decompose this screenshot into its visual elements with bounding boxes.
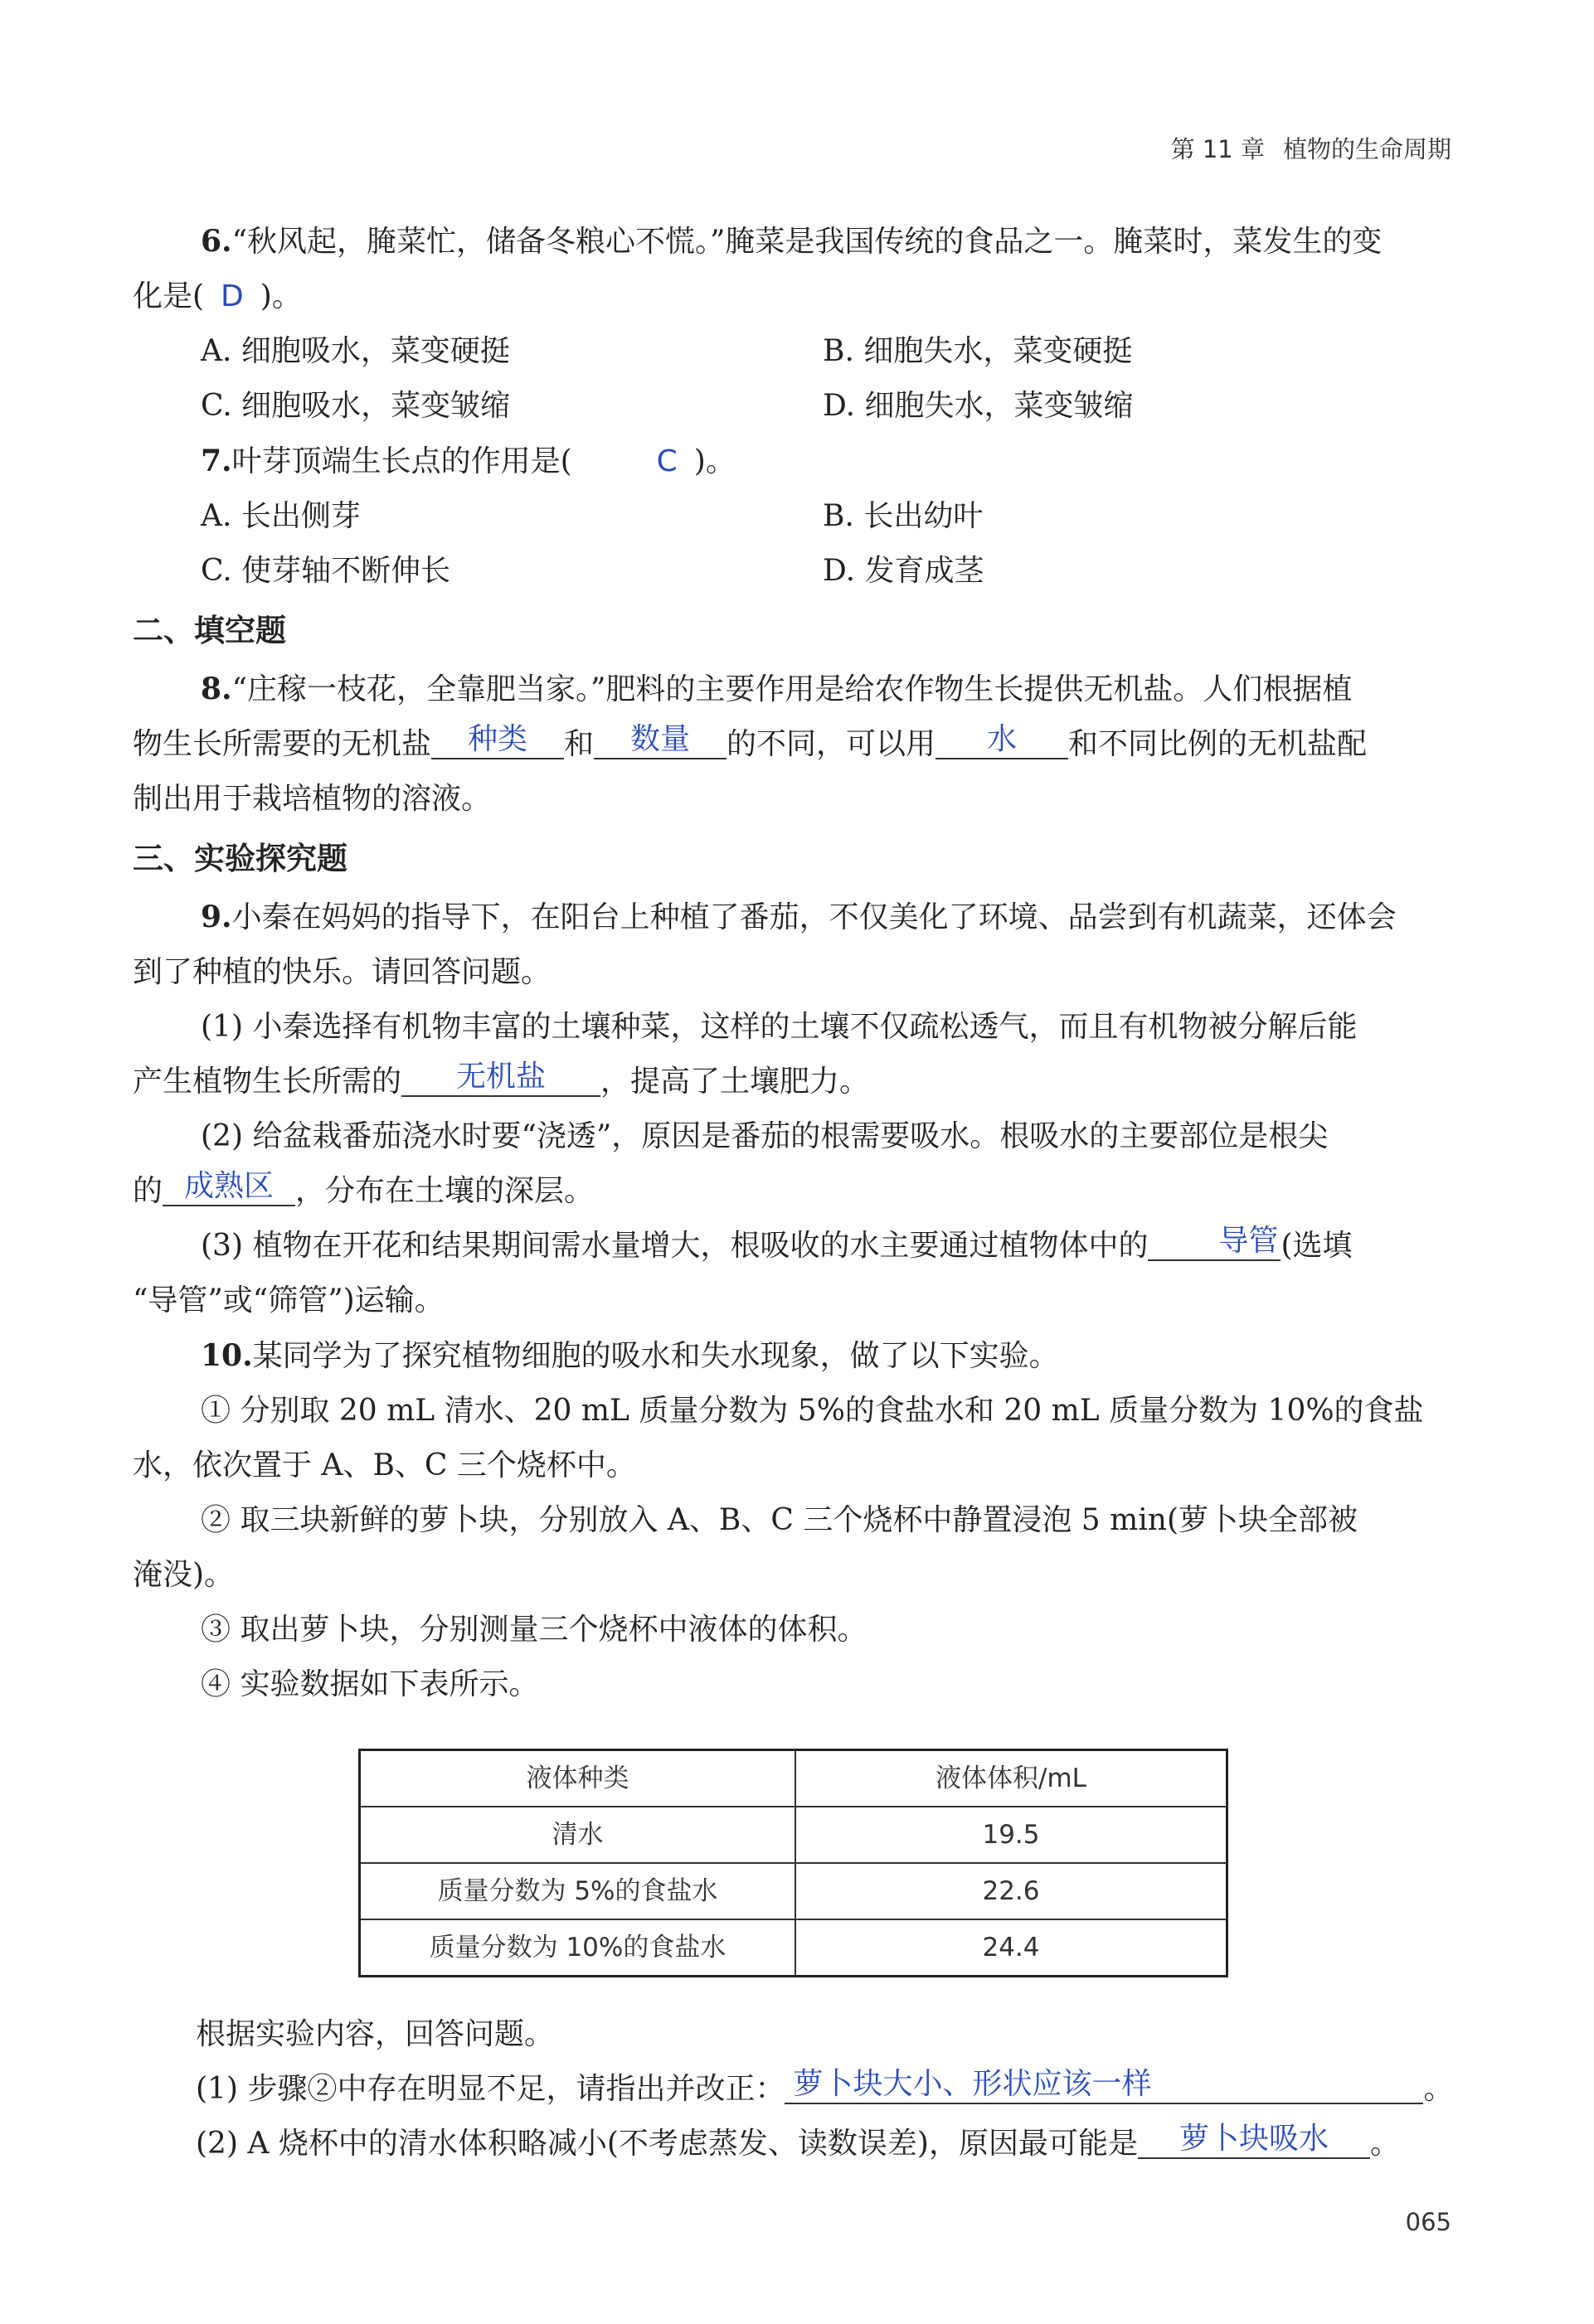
option-d: D. 细胞失水，菜变皱缩 [823, 389, 1134, 423]
question-text: 叶芽顶端生长点的作用是( [231, 444, 572, 478]
question-text: 某同学为了探究植物细胞的吸水和失水现象，做了以下实验。 [252, 1339, 1059, 1373]
chapter-number: 第 11 章 [1170, 135, 1265, 163]
question-text: 的不同，可以用 [727, 727, 936, 761]
answer-blank: 水 [936, 721, 1068, 759]
table-cell: 22.6 [795, 1863, 1227, 1919]
step-1: ① 分别取 20 mL 清水、20 mL 质量分数为 5%的食盐水和 20 mL 质量分数为 10%的食盐 [201, 1394, 1424, 1428]
question-text: (选填 [1281, 1229, 1353, 1263]
question-6-options [133, 324, 1464, 434]
data-table [358, 1749, 1228, 1977]
question-text: (3) 植物在开花和结果期间需水量增大，根吸收的水主要通过植物体中的 [201, 1229, 1149, 1263]
answer-blank: 导管 [1148, 1223, 1281, 1261]
question-number: 7. [201, 444, 232, 478]
step-1-line2: 水，依次置于 A、B、C 三个烧杯中。 [133, 1448, 636, 1482]
question-9-part2-line2 [133, 1164, 1464, 1219]
table-cell: 清水 [360, 1807, 796, 1863]
answer-blank: 萝卜块大小、形状应该一样 [785, 2066, 1423, 2104]
question-text: ，分布在土壤的深层。 [295, 1174, 595, 1208]
option-d: D. 发育成茎 [823, 554, 984, 588]
page-number: 065 [1405, 2208, 1451, 2236]
question-8 [133, 662, 1464, 717]
table-cell: 质量分数为 10%的食盐水 [360, 1919, 796, 1977]
table-cell: 19.5 [795, 1807, 1227, 1863]
page-header [1153, 131, 1451, 165]
answer-handwritten: D [221, 279, 244, 313]
table-cell: 质量分数为 5%的食盐水 [360, 1863, 796, 1919]
question-text: 产生植物生长所需的 [133, 1065, 402, 1099]
answer-blank: 成熟区 [163, 1168, 295, 1206]
question-text: 小秦在妈妈的指导下，在阳台上种植了番茄，不仅美化了环境、品尝到有机蔬菜，还体会 [231, 900, 1397, 934]
question-text: )。 [260, 279, 302, 313]
question-number: 8. [201, 672, 232, 706]
question-9-part1: (1) 小秦选择有机物丰富的土壤种菜，这样的土壤不仅疏松透气，而且有机物被分解后能 [201, 1010, 1358, 1044]
question-text: 和 [564, 727, 595, 761]
answer-blank: 萝卜块吸水 [1138, 2121, 1370, 2159]
question-text: 。 [1423, 2072, 1454, 2106]
question-text: “秋风起，腌菜忙，储备冬粮心不慌。”腌菜是我国传统的食品之一。腌菜时，菜发生的变 [231, 225, 1383, 259]
question-text: 。 [1369, 2127, 1400, 2161]
chapter-title: 植物的生命周期 [1282, 135, 1451, 163]
question-10-sub1 [133, 2062, 1464, 2117]
table-header: 液体种类 [360, 1750, 796, 1807]
question-9-part3 [133, 1219, 1464, 1274]
question-text: ，提高了土壤肥力。 [600, 1065, 870, 1099]
question-text: (2) A 烧杯中的清水体积略减小(不考虑蒸发、读数误差)，原因最可能是 [196, 2127, 1138, 2161]
question-7-options [133, 489, 1464, 599]
step-4: ④ 实验数据如下表所示。 [201, 1667, 539, 1701]
question-9-line2: 到了种植的快乐。请回答问题。 [133, 955, 552, 989]
question-text: )。 [693, 444, 736, 478]
option-c: C. 使芽轴不断伸长 [201, 554, 451, 588]
question-9-part1-line2 [133, 1055, 1464, 1109]
question-9-part3-line2: “导管”或“筛管”)运输。 [133, 1283, 445, 1317]
question-10 [133, 1328, 1464, 1384]
step-2-line2: 淹没)。 [133, 1558, 235, 1592]
option-c: C. 细胞吸水，菜变皱缩 [201, 389, 511, 423]
step-2: ② 取三块新鲜的萝卜块，分别放入 A、B、C 三个烧杯中静置浸泡 5 min(萝卜块全部被 [201, 1503, 1358, 1537]
question-text: (1) 步骤②中存在明显不足，请指出并改正： [196, 2072, 785, 2106]
question-text: 物生长所需要的无机盐 [133, 727, 432, 761]
question-number: 10. [201, 1338, 253, 1373]
table-row [360, 1919, 1227, 1977]
answer-handwritten: C [656, 444, 678, 478]
option-a: A. 细胞吸水，菜变硬挺 [201, 334, 510, 368]
question-text: 和不同比例的无机盐配 [1068, 727, 1368, 761]
answer-blank: 数量 [594, 721, 727, 759]
section-title-experiment: 三、实验探究题 [133, 841, 347, 876]
page-content [133, 214, 1464, 2171]
table-header: 液体体积/mL [795, 1750, 1227, 1807]
question-7 [133, 434, 1464, 489]
question-9-part2: (2) 给盆栽番茄浇水时要“浇透”，原因是番茄的根需要吸水。根吸水的主要部位是根尖 [201, 1119, 1329, 1153]
step-3: ③ 取出萝卜块，分别测量三个烧杯中液体的体积。 [201, 1613, 867, 1647]
option-b: B. 长出幼叶 [823, 499, 984, 533]
question-10-sub2 [133, 2117, 1464, 2171]
question-9 [133, 890, 1464, 945]
question-text: 化是( [133, 279, 205, 313]
question-text: 的 [133, 1174, 163, 1208]
option-b: B. 细胞失水，菜变硬挺 [823, 334, 1133, 368]
table-header-row [360, 1750, 1227, 1807]
answer-blank: 无机盐 [401, 1059, 600, 1097]
table-row [360, 1807, 1227, 1863]
question-number: 6. [201, 224, 232, 259]
question-text: “庄稼一枝花，全靠肥当家。”肥料的主要作用是给农作物生长提供无机盐。人们根据植 [231, 672, 1353, 706]
question-8-line2 [133, 717, 1464, 772]
table-row [360, 1863, 1227, 1919]
question-6-line2 [133, 269, 1464, 324]
question-10-prompt: 根据实验内容，回答问题。 [196, 2017, 555, 2051]
question-6 [133, 214, 1464, 269]
section-title-fill-blank: 二、填空题 [133, 613, 286, 648]
option-a: A. 长出侧芽 [201, 499, 361, 533]
question-number: 9. [201, 900, 232, 934]
question-8-line3: 制出用于栽培植物的溶液。 [133, 782, 492, 816]
answer-blank: 种类 [431, 721, 564, 759]
table-cell: 24.4 [795, 1919, 1227, 1977]
